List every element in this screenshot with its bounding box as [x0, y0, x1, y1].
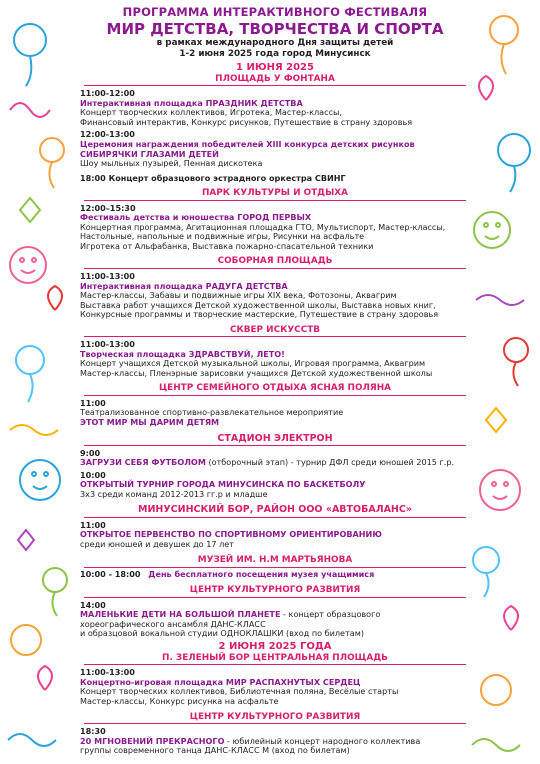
- divider: [84, 85, 466, 86]
- event-description: Концерт творческих коллективов, Игротека, Мастер-классы,: [80, 107, 342, 118]
- event-time: 11:00-13:00: [80, 667, 135, 678]
- event-time: 11:00: [80, 519, 106, 530]
- event-description: Финансовый интерактив, Конкурс рисунков, Путешествие в страну здоровья: [80, 116, 413, 127]
- event-title: Церемония награждения победителей XIII конкурса детских рисунков: [80, 139, 415, 150]
- event-title: День бесплатного посещения музея учащимися: [148, 568, 375, 579]
- event-title: 20 МГНОВЕНИЙ ПРЕКРАСНОГО: [80, 735, 225, 746]
- event-description: Концерт творческих коллективов, Библиотечная поляна, Весёлые старты: [80, 686, 399, 697]
- event-title: ЭТОТ МИР МЫ ДАРИМ ДЕТЯМ: [80, 416, 220, 427]
- subtitle-occasion: в рамках международного Дня защиты детей: [156, 38, 394, 49]
- subtitle-date-city: 1-2 июня 2025 года город Минусинск: [179, 48, 371, 59]
- event-description: Мастер-классы, Пленэрные зарисовки учащихся Детской художественной школы: [80, 367, 433, 378]
- divider: [84, 445, 466, 446]
- divider: [84, 336, 466, 337]
- event-description: - юбилейный концерт народного коллектива: [224, 735, 421, 746]
- venue-heading: ЦЕНТР СЕМЕЙНОГО ОТДЫХА ЯСНАЯ ПОЛЯНА: [158, 383, 392, 394]
- event-title: ОТКРЫТЫЙ ТУРНИР ГОРОДА МИНУСИНСКА ПО БАСКЕТБОЛУ: [80, 479, 366, 490]
- event-description: - концерт образцового: [280, 609, 381, 620]
- event-title: МАЛЕНЬКИЕ ДЕТИ НА БОЛЬШОЙ ПЛАНЕТЕ: [80, 609, 281, 620]
- program-title: ПРОГРАММА ИНТЕРАКТИВНОГО ФЕСТИВАЛЯ: [122, 5, 428, 19]
- venue-heading: СКВЕР ИСКУССТВ: [229, 324, 321, 335]
- venue-heading: ПЛОЩАДЬ У ФОНТАНА: [215, 73, 335, 84]
- left-decorative-border: [0, 0, 84, 764]
- event-description: Концертная программа, Агитационная площадка ГТО, Мультиспорт, Мастер-классы,: [80, 221, 446, 232]
- event-time-title: 18:00 Концерт образцового эстрадного оркестра СВИНГ: [80, 172, 346, 183]
- event-time: 18:30: [80, 726, 106, 737]
- event-title: Интерактивная площадка РАДУГА ДЕТСТВА: [80, 280, 288, 291]
- event-time: 11:00: [80, 397, 106, 408]
- event-time: 9:00: [80, 447, 101, 458]
- event-description: 3х3 среди команд 2012-2013 гг.р и младше: [80, 488, 268, 499]
- venue-heading: ПАРК КУЛЬТУРЫ И ОТДЫХА: [202, 188, 348, 199]
- event-time: 14:00: [80, 599, 106, 610]
- divider: [84, 567, 466, 568]
- event-description: Театрализованное спортивно-развлекательное мероприятие: [80, 407, 344, 418]
- divider: [84, 395, 466, 396]
- event-description: Мастер-классы, Конкурс рисунка на асфальте: [80, 695, 279, 706]
- divider: [84, 597, 466, 598]
- divider: [84, 268, 466, 269]
- event-description: Игротека от Альфабанка, Выставка пожарно-спасательной техники: [80, 240, 374, 251]
- day-2-heading: 2 ИЮНЯ 2025 ГОДА: [218, 641, 332, 653]
- doodle-pattern-left: [0, 0, 84, 764]
- event-description: Конкурсные программы и творческие мастерские, Путешествие в страну здоровья: [80, 309, 439, 320]
- day-1-heading: 1 ИЮНЯ 2025: [236, 62, 314, 73]
- venue-heading: СОБОРНАЯ ПЛОЩАДЬ: [217, 256, 333, 267]
- divider: [84, 664, 466, 665]
- event-description: группы современного танца ДАНС-КЛАСС М (вход по билетам): [80, 745, 350, 756]
- event-description: Мастер-классы, Забавы и подвижные игры XIX века, Фотозоны, Аквагрим: [80, 290, 397, 301]
- event-title: Творческая площадка ЗДРАВСТВУЙ, ЛЕТО!: [80, 348, 285, 359]
- venue-heading: МУЗЕЙ ИМ. Н.М МАРТЬЯНОВА: [197, 555, 353, 566]
- event-time: 11:00-13:00: [80, 270, 135, 281]
- event-time: 10:00 - 18:00: [80, 568, 141, 579]
- event-description: Концерт учащихся Детской музыкальной школы, Игровая программа, Аквагрим: [80, 358, 426, 369]
- event-title: СИБИРЯЧКИ ГЛАЗАМИ ДЕТЕЙ: [80, 148, 219, 159]
- event-description: Выставка работ учащихся Детской художественной школы, Выставка новых книг,: [80, 299, 436, 310]
- event-description: (отборочный этап) - турнир ДФЛ среди юношей 2015 г.р.: [205, 457, 455, 468]
- event-time: 11:00-13:00: [80, 339, 135, 350]
- divider: [84, 723, 466, 724]
- event-line: [80, 570, 470, 580]
- event-title: ОТКРЫТОЕ ПЕРВЕНСТВО ПО СПОРТИВНОМУ ОРИЕНТИРОВАНИЮ: [80, 529, 382, 540]
- event-title: Интерактивная площадка ПРАЗДНИК ДЕТСТВА: [80, 97, 303, 108]
- event-time: 11:00-12:00: [80, 88, 135, 99]
- event-time: 12:00–15:30: [80, 202, 136, 213]
- festival-program: [80, 6, 470, 756]
- divider: [84, 517, 466, 518]
- event-line: [80, 458, 470, 468]
- divider: [84, 200, 466, 201]
- event-description: Настольные, напольные и подвижные игры, Рисунки на асфальте: [80, 231, 365, 242]
- event-title: Фестиваль детства и юношества ГОРОД ПЕРВЫХ: [80, 212, 312, 223]
- venue-heading: ЦЕНТР КУЛЬТУРНОГО РАЗВИТИЯ: [189, 585, 361, 596]
- event-description: и образцовой вокальной студии ОДНОКЛАШКИ (вход по билетам): [80, 628, 364, 639]
- festival-name: МИР ДЕТСТВА, ТВОРЧЕСТВА И СПОРТА: [106, 19, 444, 38]
- venue-heading: ЦЕНТР КУЛЬТУРНОГО РАЗВИТИЯ: [189, 711, 361, 722]
- event-title: ЗАГРУЗИ СЕБЯ ФУТБОЛОМ: [80, 457, 206, 468]
- event-description: Шоу мыльных пузырей, Пенная дискотека: [80, 158, 263, 169]
- venue-heading: МИНУСИНСКИЙ БОР, РАЙОН ООО «АВТОБАЛАНС»: [137, 504, 412, 516]
- venue-heading: СТАДИОН ЭЛЕКТРОН: [217, 432, 333, 444]
- event-description: среди юношей и девушек до 17 лет: [80, 538, 234, 549]
- event-time: 10:00: [80, 469, 106, 480]
- event-description: хореографического ансамбля ДАНС-КЛАСС: [80, 618, 266, 629]
- event-time: 12:00-13:00: [80, 129, 135, 140]
- venue-heading: П. ЗЕЛЕНЫЙ БОР ЦЕНТРАЛЬНАЯ ПЛОЩАДЬ: [162, 652, 388, 663]
- event-title: Концертно-игровая площадка МИР РАСПАХНУТЫХ СЕРДЕЦ: [80, 676, 361, 687]
